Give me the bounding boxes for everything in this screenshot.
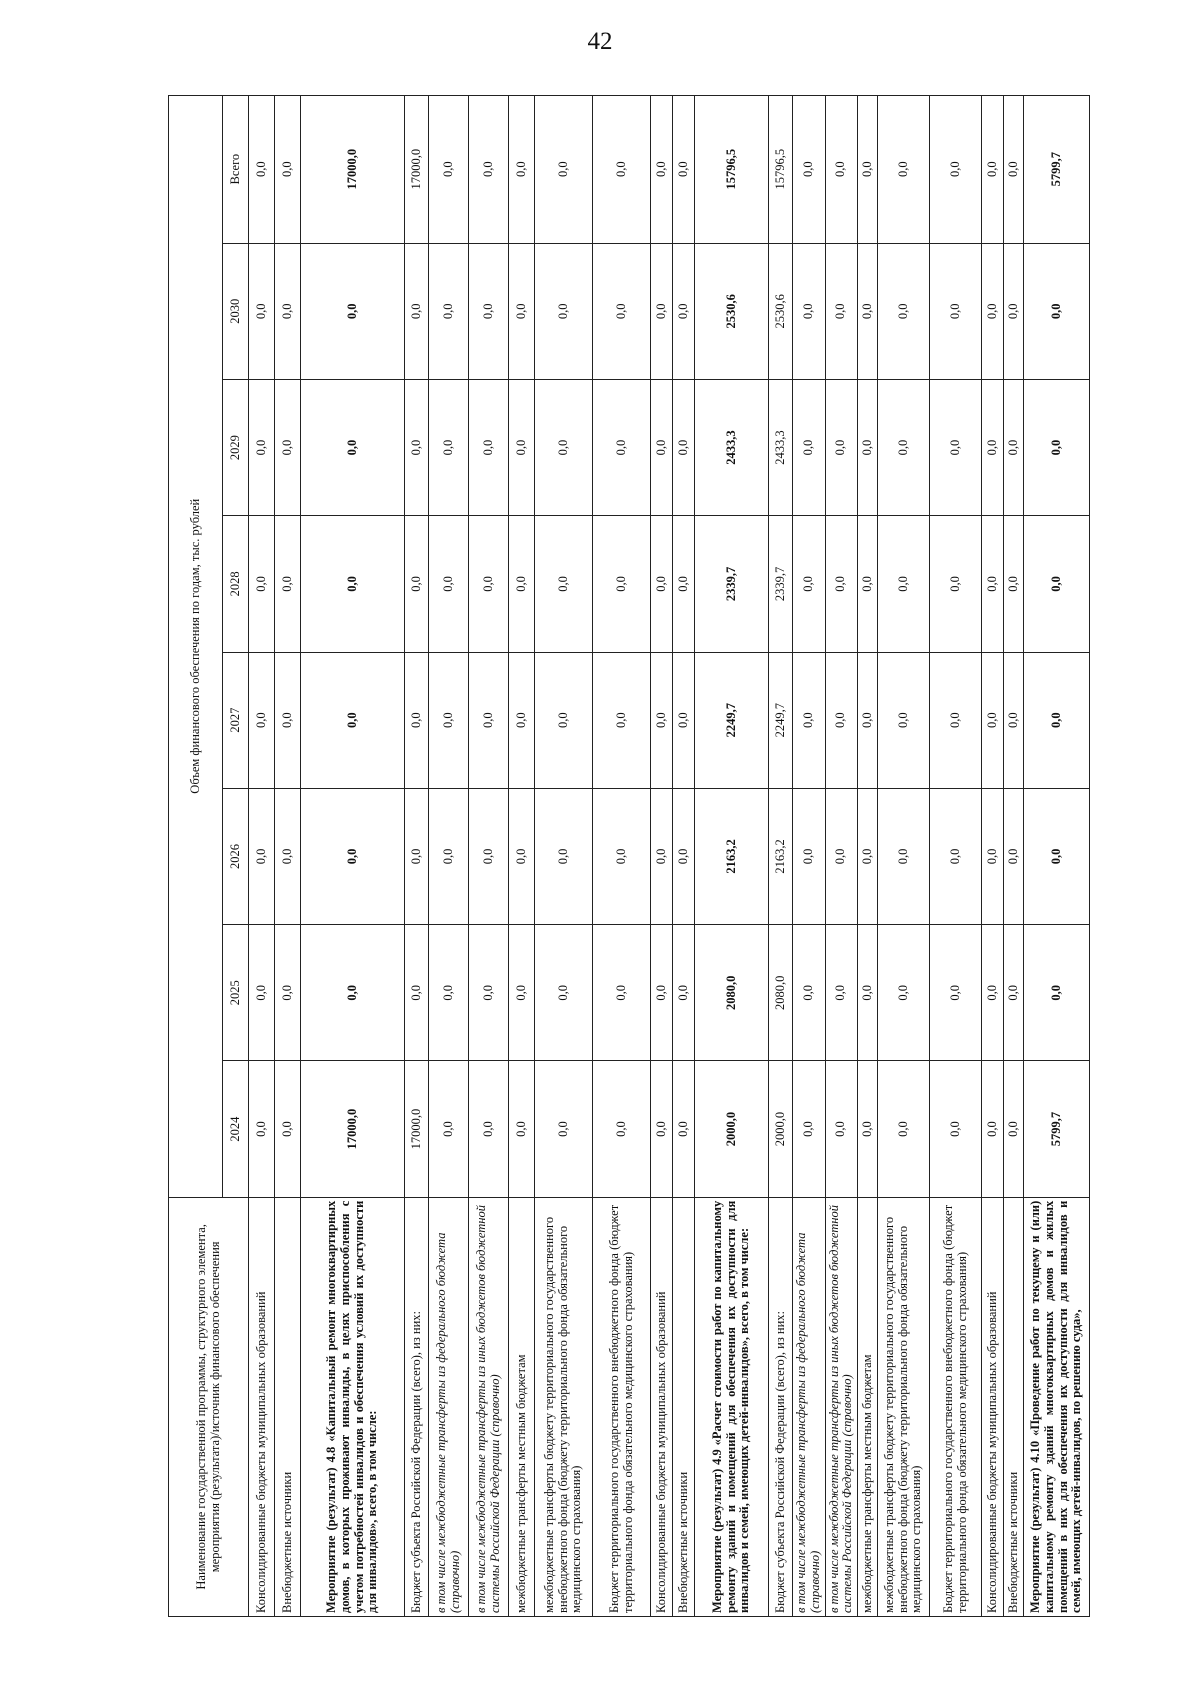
row-value-Всего: 0,0 bbox=[275, 95, 301, 243]
row-label: Бюджет территориального государственного внебюджетного фонда (бюджет территориального фонда обязательного медицинского страхования) bbox=[593, 1197, 651, 1616]
financing-table bbox=[168, 95, 1090, 1617]
table-row bbox=[769, 95, 793, 1616]
row-value-2029: 0,0 bbox=[535, 379, 593, 515]
row-value-2029: 0,0 bbox=[858, 379, 878, 515]
row-label: межбюджетные трансферты местным бюджетам bbox=[858, 1197, 878, 1616]
table-row bbox=[878, 95, 930, 1616]
row-value-2024: 0,0 bbox=[651, 1061, 673, 1197]
row-value-2025: 0,0 bbox=[793, 925, 826, 1061]
row-value-2030: 0,0 bbox=[793, 243, 826, 379]
row-value-Всего: 0,0 bbox=[249, 95, 275, 243]
row-value-2024: 5799,7 bbox=[1024, 1061, 1090, 1197]
row-value-Всего: 0,0 bbox=[930, 95, 982, 243]
row-value-2026: 0,0 bbox=[651, 788, 673, 924]
row-value-2026: 0,0 bbox=[275, 788, 301, 924]
row-value-2028: 2339,7 bbox=[695, 516, 769, 652]
row-value-2030: 0,0 bbox=[1004, 243, 1024, 379]
row-value-2028: 0,0 bbox=[535, 516, 593, 652]
row-value-2027: 0,0 bbox=[1024, 652, 1090, 788]
row-value-2028: 0,0 bbox=[673, 516, 695, 652]
row-value-2025: 0,0 bbox=[673, 925, 695, 1061]
row-value-2030: 0,0 bbox=[858, 243, 878, 379]
header-volume: Объем финансового обеспечения по годам, тыс. рублей bbox=[169, 95, 223, 1197]
row-value-2027: 0,0 bbox=[982, 652, 1004, 788]
row-value-2028: 0,0 bbox=[793, 516, 826, 652]
row-value-2030: 0,0 bbox=[469, 243, 509, 379]
row-value-2030: 0,0 bbox=[825, 243, 858, 379]
row-value-2029: 0,0 bbox=[793, 379, 826, 515]
row-label: Бюджет субъекта Российской Федерации (всего), из них: bbox=[405, 1197, 429, 1616]
row-value-2024: 0,0 bbox=[793, 1061, 826, 1197]
row-value-2025: 0,0 bbox=[405, 925, 429, 1061]
row-value-2028: 0,0 bbox=[825, 516, 858, 652]
row-value-2025: 0,0 bbox=[1004, 925, 1024, 1061]
row-value-2030: 0,0 bbox=[509, 243, 535, 379]
row-value-2028: 0,0 bbox=[405, 516, 429, 652]
table-row bbox=[535, 95, 593, 1616]
row-value-2025: 0,0 bbox=[535, 925, 593, 1061]
row-value-2029: 2433,3 bbox=[695, 379, 769, 515]
row-value-2026: 0,0 bbox=[878, 788, 930, 924]
header-year-1: 2025 bbox=[223, 925, 249, 1061]
row-value-2030: 2530,6 bbox=[769, 243, 793, 379]
row-value-2028: 0,0 bbox=[858, 516, 878, 652]
row-value-Всего: 0,0 bbox=[593, 95, 651, 243]
row-value-2026: 0,0 bbox=[982, 788, 1004, 924]
row-value-2030: 0,0 bbox=[930, 243, 982, 379]
row-value-2028: 0,0 bbox=[301, 516, 405, 652]
header-year-4: 2028 bbox=[223, 516, 249, 652]
row-value-2025: 0,0 bbox=[825, 925, 858, 1061]
row-value-Всего: 17000,0 bbox=[405, 95, 429, 243]
header-year-6: 2030 bbox=[223, 243, 249, 379]
row-value-2024: 0,0 bbox=[509, 1061, 535, 1197]
row-value-2027: 0,0 bbox=[930, 652, 982, 788]
row-value-2028: 0,0 bbox=[509, 516, 535, 652]
row-value-2030: 0,0 bbox=[982, 243, 1004, 379]
row-label: Внебюджетные источники bbox=[673, 1197, 695, 1616]
row-value-2024: 17000,0 bbox=[301, 1061, 405, 1197]
row-value-2027: 0,0 bbox=[405, 652, 429, 788]
row-value-2025: 0,0 bbox=[878, 925, 930, 1061]
row-value-2029: 0,0 bbox=[469, 379, 509, 515]
row-value-2026: 2163,2 bbox=[695, 788, 769, 924]
row-value-2029: 0,0 bbox=[1004, 379, 1024, 515]
table-row bbox=[673, 95, 695, 1616]
row-value-2024: 0,0 bbox=[858, 1061, 878, 1197]
row-value-2028: 0,0 bbox=[651, 516, 673, 652]
row-value-2028: 0,0 bbox=[982, 516, 1004, 652]
table-row bbox=[301, 95, 405, 1616]
row-value-2025: 0,0 bbox=[429, 925, 469, 1061]
row-value-2028: 0,0 bbox=[1024, 516, 1090, 652]
row-value-2029: 0,0 bbox=[878, 379, 930, 515]
row-value-2025: 0,0 bbox=[249, 925, 275, 1061]
row-value-Всего: 0,0 bbox=[1004, 95, 1024, 243]
row-value-2029: 0,0 bbox=[509, 379, 535, 515]
header-name-column: Наименование государственной программы, структурного элемента, мероприятия (результата)/источник финансового обеспечения bbox=[169, 1197, 249, 1616]
row-value-2030: 2530,6 bbox=[695, 243, 769, 379]
row-value-2028: 0,0 bbox=[249, 516, 275, 652]
row-value-2025: 2080,0 bbox=[769, 925, 793, 1061]
row-value-2028: 0,0 bbox=[878, 516, 930, 652]
row-label: Мероприятие (результат) 4.8 «Капитальный ремонт многоквартирных домов, в которых проживают инвалиды, в целях приспособления с учетом потребностей инвалидов и обеспечения условий их доступности для инвалидов», всего, в том числе: bbox=[301, 1197, 405, 1616]
row-label: Внебюджетные источники bbox=[275, 1197, 301, 1616]
row-value-2025: 0,0 bbox=[858, 925, 878, 1061]
row-value-2029: 0,0 bbox=[1024, 379, 1090, 515]
row-value-2024: 0,0 bbox=[673, 1061, 695, 1197]
row-value-2030: 0,0 bbox=[673, 243, 695, 379]
row-value-2027: 0,0 bbox=[593, 652, 651, 788]
row-value-Всего: 0,0 bbox=[878, 95, 930, 243]
row-value-Всего: 17000,0 bbox=[301, 95, 405, 243]
row-value-2030: 0,0 bbox=[651, 243, 673, 379]
row-value-2029: 0,0 bbox=[301, 379, 405, 515]
row-value-2029: 0,0 bbox=[673, 379, 695, 515]
table-row bbox=[275, 95, 301, 1616]
row-value-2027: 0,0 bbox=[1004, 652, 1024, 788]
table-row bbox=[1004, 95, 1024, 1616]
row-value-2025: 0,0 bbox=[982, 925, 1004, 1061]
row-value-2027: 0,0 bbox=[858, 652, 878, 788]
row-label: Консолидированные бюджеты муниципальных образований bbox=[249, 1197, 275, 1616]
table-row bbox=[1024, 95, 1090, 1616]
row-label: межбюджетные трансферты бюджету территориального государственного внебюджетного фонда (бюджету территориального фонда обязательного медицинского страхования) bbox=[878, 1197, 930, 1616]
table-row bbox=[249, 95, 275, 1616]
row-value-2027: 0,0 bbox=[878, 652, 930, 788]
row-value-2027: 0,0 bbox=[651, 652, 673, 788]
row-value-2024: 0,0 bbox=[535, 1061, 593, 1197]
row-value-2024: 0,0 bbox=[878, 1061, 930, 1197]
table-row bbox=[469, 95, 509, 1616]
row-value-2024: 17000,0 bbox=[405, 1061, 429, 1197]
row-value-2027: 0,0 bbox=[509, 652, 535, 788]
table-row bbox=[429, 95, 469, 1616]
table-row bbox=[593, 95, 651, 1616]
row-value-2030: 0,0 bbox=[275, 243, 301, 379]
rotated-content bbox=[168, 96, 1088, 1617]
row-value-Всего: 5799,7 bbox=[1024, 95, 1090, 243]
row-value-2025: 0,0 bbox=[301, 925, 405, 1061]
row-label: в том числе межбюджетные трансферты из федерального бюджета (справочно) bbox=[429, 1197, 469, 1616]
row-value-2026: 0,0 bbox=[930, 788, 982, 924]
row-label: в том числе межбюджетные трансферты из иных бюджетов бюджетной системы Российской Федерации (справочно) bbox=[825, 1197, 858, 1616]
row-value-2024: 0,0 bbox=[825, 1061, 858, 1197]
table-row bbox=[858, 95, 878, 1616]
row-value-2025: 0,0 bbox=[275, 925, 301, 1061]
row-value-2025: 0,0 bbox=[930, 925, 982, 1061]
row-value-2025: 2080,0 bbox=[695, 925, 769, 1061]
row-value-2024: 0,0 bbox=[249, 1061, 275, 1197]
table-row bbox=[509, 95, 535, 1616]
row-value-2027: 2249,7 bbox=[769, 652, 793, 788]
row-value-2025: 0,0 bbox=[509, 925, 535, 1061]
row-value-2028: 0,0 bbox=[469, 516, 509, 652]
row-label: Консолидированные бюджеты муниципальных образований bbox=[982, 1197, 1004, 1616]
header-year-5: 2029 bbox=[223, 379, 249, 515]
row-value-2029: 0,0 bbox=[593, 379, 651, 515]
row-value-2029: 0,0 bbox=[429, 379, 469, 515]
row-value-2024: 0,0 bbox=[1004, 1061, 1024, 1197]
row-value-2030: 0,0 bbox=[1024, 243, 1090, 379]
row-value-Всего: 15796,5 bbox=[769, 95, 793, 243]
row-value-2029: 2433,3 bbox=[769, 379, 793, 515]
row-label: межбюджетные трансферты местным бюджетам bbox=[509, 1197, 535, 1616]
row-value-2026: 0,0 bbox=[673, 788, 695, 924]
row-label: в том числе межбюджетные трансферты из федерального бюджета (справочно) bbox=[793, 1197, 826, 1616]
table-row bbox=[405, 95, 429, 1616]
row-value-2027: 0,0 bbox=[469, 652, 509, 788]
row-value-Всего: 0,0 bbox=[509, 95, 535, 243]
row-value-2029: 0,0 bbox=[930, 379, 982, 515]
row-value-Всего: 0,0 bbox=[673, 95, 695, 243]
row-value-2026: 0,0 bbox=[793, 788, 826, 924]
row-value-Всего: 0,0 bbox=[535, 95, 593, 243]
row-value-2027: 0,0 bbox=[275, 652, 301, 788]
row-value-2028: 0,0 bbox=[930, 516, 982, 652]
table-row bbox=[930, 95, 982, 1616]
row-value-2027: 0,0 bbox=[793, 652, 826, 788]
row-value-2029: 0,0 bbox=[249, 379, 275, 515]
row-value-2030: 0,0 bbox=[405, 243, 429, 379]
row-value-2030: 0,0 bbox=[429, 243, 469, 379]
row-value-2028: 0,0 bbox=[593, 516, 651, 652]
header-year-0: 2024 bbox=[223, 1061, 249, 1197]
row-value-2026: 0,0 bbox=[405, 788, 429, 924]
row-value-2024: 0,0 bbox=[275, 1061, 301, 1197]
page-number: 42 bbox=[587, 28, 613, 55]
row-value-2024: 2000,0 bbox=[695, 1061, 769, 1197]
row-value-2026: 0,0 bbox=[1004, 788, 1024, 924]
row-label: Бюджет территориального государственного внебюджетного фонда (бюджет территориального фонда обязательного медицинского страхования) bbox=[930, 1197, 982, 1616]
row-value-2024: 2000,0 bbox=[769, 1061, 793, 1197]
row-value-2029: 0,0 bbox=[825, 379, 858, 515]
row-value-2024: 0,0 bbox=[982, 1061, 1004, 1197]
table-row bbox=[982, 95, 1004, 1616]
header-year-7: Всего bbox=[223, 95, 249, 243]
row-value-2028: 0,0 bbox=[275, 516, 301, 652]
row-value-2027: 2249,7 bbox=[695, 652, 769, 788]
row-label: Мероприятие (результат) 4.10 «Проведение работ по текущему и (или) капитальному ремонту зданий многоквартирных домов и жилых помещений в них для обеспечения их доступности для инвалидов и семей, имеющих детей-инвалидов, по решению суда», bbox=[1024, 1197, 1090, 1616]
row-label: Бюджет субъекта Российской Федерации (всего), из них: bbox=[769, 1197, 793, 1616]
header-year-3: 2027 bbox=[223, 652, 249, 788]
row-value-2028: 2339,7 bbox=[769, 516, 793, 652]
row-value-Всего: 0,0 bbox=[858, 95, 878, 243]
row-value-2026: 0,0 bbox=[825, 788, 858, 924]
row-value-2030: 0,0 bbox=[535, 243, 593, 379]
row-value-2029: 0,0 bbox=[982, 379, 1004, 515]
row-value-2027: 0,0 bbox=[673, 652, 695, 788]
row-value-2026: 0,0 bbox=[535, 788, 593, 924]
row-value-2030: 0,0 bbox=[593, 243, 651, 379]
row-value-2029: 0,0 bbox=[275, 379, 301, 515]
row-value-2024: 0,0 bbox=[930, 1061, 982, 1197]
row-value-2030: 0,0 bbox=[301, 243, 405, 379]
row-value-2028: 0,0 bbox=[1004, 516, 1024, 652]
row-value-2030: 0,0 bbox=[249, 243, 275, 379]
row-value-2024: 0,0 bbox=[429, 1061, 469, 1197]
row-value-2028: 0,0 bbox=[429, 516, 469, 652]
row-value-Всего: 0,0 bbox=[793, 95, 826, 243]
row-label: Мероприятие (результат) 4.9 «Расчет стоимости работ по капитальному ремонту зданий и помещений для обеспечения их доступности для инвалидов и семей, имеющих детей-инвалидов», всего, в том числе: bbox=[695, 1197, 769, 1616]
row-value-2026: 2163,2 bbox=[769, 788, 793, 924]
row-value-2025: 0,0 bbox=[1024, 925, 1090, 1061]
row-value-2024: 0,0 bbox=[593, 1061, 651, 1197]
row-value-2026: 0,0 bbox=[509, 788, 535, 924]
row-value-Всего: 0,0 bbox=[651, 95, 673, 243]
row-label: Внебюджетные источники bbox=[1004, 1197, 1024, 1616]
table-row bbox=[793, 95, 826, 1616]
row-value-2026: 0,0 bbox=[249, 788, 275, 924]
row-value-2024: 0,0 bbox=[469, 1061, 509, 1197]
row-value-2027: 0,0 bbox=[301, 652, 405, 788]
row-value-2026: 0,0 bbox=[1024, 788, 1090, 924]
header-year-2: 2026 bbox=[223, 788, 249, 924]
row-value-2029: 0,0 bbox=[651, 379, 673, 515]
rotated-sheet bbox=[168, 96, 1088, 1617]
row-value-2027: 0,0 bbox=[249, 652, 275, 788]
row-value-2029: 0,0 bbox=[405, 379, 429, 515]
table-row bbox=[651, 95, 673, 1616]
row-value-2026: 0,0 bbox=[858, 788, 878, 924]
row-value-2027: 0,0 bbox=[825, 652, 858, 788]
row-value-2027: 0,0 bbox=[429, 652, 469, 788]
row-value-2026: 0,0 bbox=[593, 788, 651, 924]
row-value-Всего: 0,0 bbox=[825, 95, 858, 243]
row-value-2030: 0,0 bbox=[878, 243, 930, 379]
row-value-2025: 0,0 bbox=[469, 925, 509, 1061]
table-row bbox=[825, 95, 858, 1616]
row-value-Всего: 0,0 bbox=[982, 95, 1004, 243]
row-label: в том числе межбюджетные трансферты из иных бюджетов бюджетной системы Российской Федерации (справочно) bbox=[469, 1197, 509, 1616]
row-value-2026: 0,0 bbox=[429, 788, 469, 924]
row-label: Консолидированные бюджеты муниципальных образований bbox=[651, 1197, 673, 1616]
row-value-Всего: 0,0 bbox=[469, 95, 509, 243]
table-row bbox=[695, 95, 769, 1616]
row-value-Всего: 15796,5 bbox=[695, 95, 769, 243]
row-value-2025: 0,0 bbox=[593, 925, 651, 1061]
row-value-Всего: 0,0 bbox=[429, 95, 469, 243]
row-value-2027: 0,0 bbox=[535, 652, 593, 788]
row-value-2026: 0,0 bbox=[301, 788, 405, 924]
row-value-2026: 0,0 bbox=[469, 788, 509, 924]
row-value-2025: 0,0 bbox=[651, 925, 673, 1061]
row-label: межбюджетные трансферты бюджету территориального государственного внебюджетного фонда (бюджету территориального фонда обязательного медицинского страхования) bbox=[535, 1197, 593, 1616]
